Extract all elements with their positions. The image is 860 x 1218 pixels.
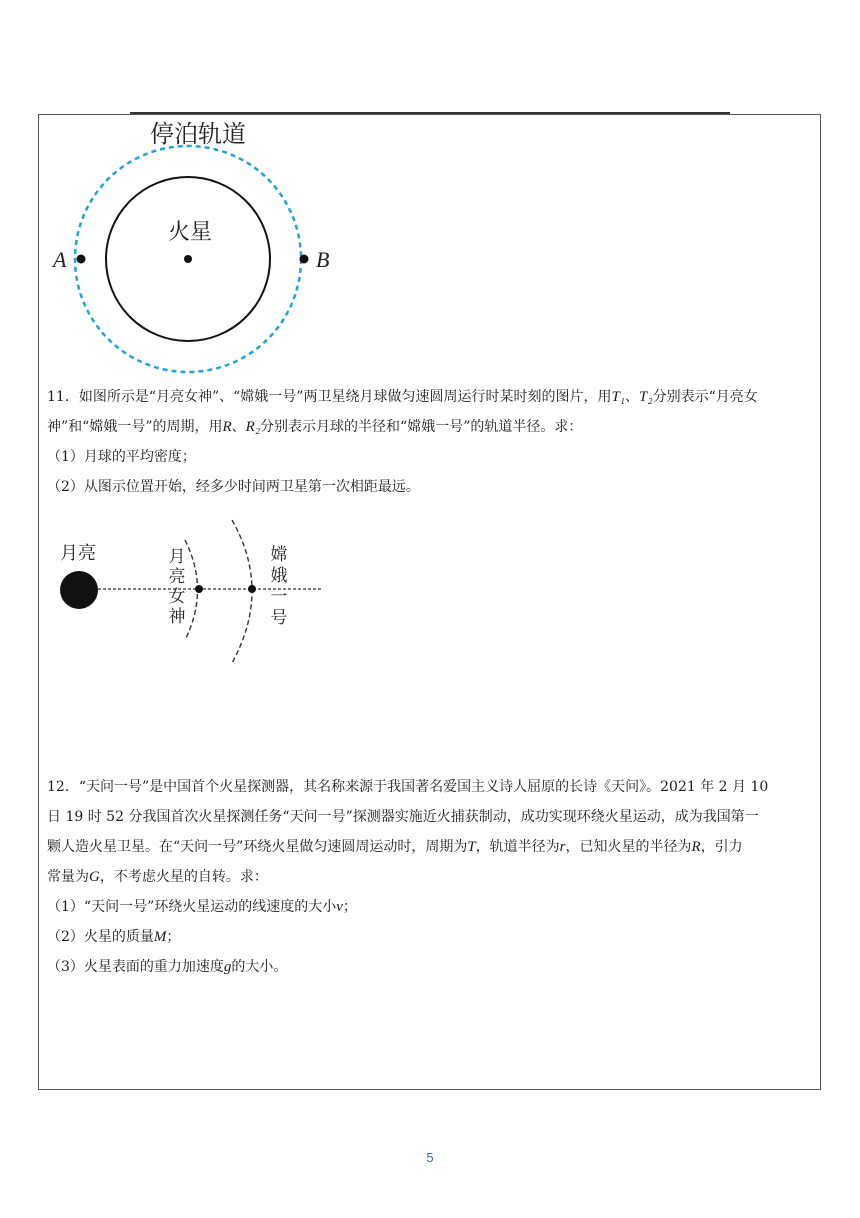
q11-line-1: 11．如图所示是“月亮女神”、“嫦娥一号”两卫星绕月球做匀速圆周运行时某时刻的图片，用T₁、T₂分别表示“月亮女 [47, 389, 758, 405]
page-number: 5 [426, 1150, 434, 1165]
symbol-r-big: R [691, 839, 701, 855]
question-12 [47, 772, 817, 982]
symbol-r-small: r [559, 839, 566, 855]
symbol-t2: T₂ [639, 389, 653, 405]
parking-orbit-figure [48, 116, 348, 378]
symbol-g-small: g [223, 959, 232, 975]
q12-line-1: 12．“天问一号”是中国首个火星探测器，其名称来源于我国著名爱国主义诗人屈原的长诗《天问》。2021 年 2 月 10 [47, 779, 769, 795]
symbol-g-big: G [89, 869, 100, 885]
symbol-v: v [336, 899, 343, 915]
mars-label: 火星 [167, 220, 213, 245]
sat2-label-char: 号 [270, 608, 288, 628]
q11-sub-2: （2）从图示位置开始，经多少时间两卫星第一次相距最远。 [47, 479, 420, 495]
satellite-1-dot [195, 585, 203, 593]
sat2-label-char: 嫦 [270, 545, 288, 565]
moon-disc [60, 571, 98, 609]
point-a-dot [77, 255, 86, 264]
question-11 [47, 382, 817, 502]
sat2-label-char: 一 [270, 587, 288, 607]
q12-line-2: 日 19 时 52 分我国首次火星探测任务“天问一号”探测器实施近火捕获制动，成功实现环绕火星运动，成为我国第一 [47, 809, 759, 825]
q12-line-4: 常量为G，不考虑火星的自转。求： [47, 869, 268, 885]
q12-line-3: 颗人造火星卫星。在“天问一号”环绕火星做匀速圆周运动时，周期为T，轨道半径为r，已知火星的半径为R，引力 [47, 839, 743, 855]
sat1-label-char: 女 [168, 587, 186, 607]
moon-label: 月亮 [60, 543, 96, 564]
orbit-title: 停泊轨道 [150, 120, 246, 148]
sat1-label-char: 亮 [168, 567, 186, 587]
point-b-label: B [316, 247, 330, 272]
q12-sub-2: （2）火星的质量M； [47, 929, 181, 945]
q12-sub-3: （3）火星表面的重力加速度g的大小。 [47, 959, 288, 975]
symbol-r: R [222, 419, 232, 435]
q11-sub-1: （1）月球的平均密度； [47, 449, 196, 465]
sat1-label-char: 神 [168, 607, 186, 627]
symbol-t: T [467, 839, 476, 855]
symbol-m: M [153, 929, 167, 945]
symbol-r2: R₂ [245, 419, 261, 435]
mars-center-dot [184, 255, 192, 263]
moon-satellites-figure [50, 515, 340, 670]
point-a-label: A [53, 247, 67, 272]
symbol-t1: T₁ [611, 389, 626, 405]
q11-line-2: 神”和“嫦娥一号”的周期，用R、R₂分别表示月球的半径和“嫦娥一号”的轨道半径。求： [47, 419, 583, 435]
sat1-label-char: 月 [168, 547, 186, 567]
satellite-2-dot [248, 585, 256, 593]
point-b-dot [300, 255, 309, 264]
q12-sub-1: （1）“天问一号”环绕火星运动的线速度的大小v； [47, 899, 357, 915]
sat2-label-char: 娥 [270, 566, 288, 586]
